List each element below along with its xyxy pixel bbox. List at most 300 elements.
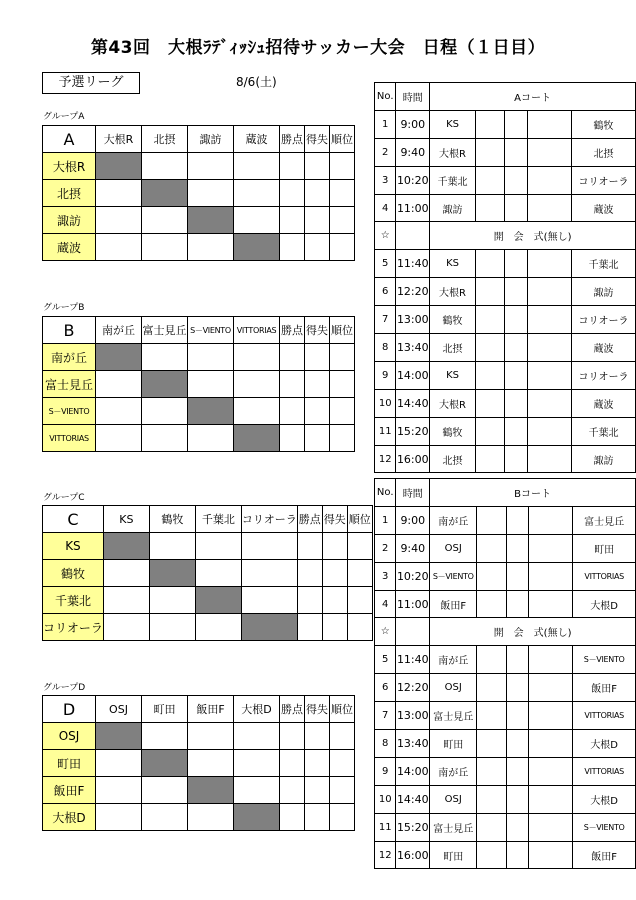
result-cell [96, 804, 142, 831]
diagonal-cell [142, 371, 188, 398]
score-cell [477, 702, 506, 730]
away-team: 大根D [573, 730, 636, 758]
result-cell [103, 587, 149, 614]
no-header: No. [375, 83, 396, 111]
result-cell [241, 560, 297, 587]
away-team: 大根D [573, 590, 636, 618]
match-number: 1 [375, 506, 396, 534]
result-cell [142, 234, 188, 261]
result-cell [188, 425, 234, 452]
stat-cell [280, 234, 305, 261]
match-number: 7 [375, 702, 396, 730]
away-team: 鶴牧 [572, 110, 636, 138]
match-number: 8 [375, 730, 396, 758]
table-header-row [375, 83, 636, 111]
match-time: 12:20 [396, 674, 430, 702]
stat-cell [305, 804, 330, 831]
home-team: OSJ [430, 534, 477, 562]
no-header: No. [375, 479, 396, 507]
column-team-header: 鶴牧 [149, 506, 195, 533]
away-team: 千葉北 [572, 250, 636, 278]
table-row [43, 344, 355, 371]
time-cell [396, 618, 430, 646]
away-team: VITTORIAS [573, 702, 636, 730]
time-header: 時間 [396, 479, 430, 507]
away-team: VITTORIAS [573, 562, 636, 590]
result-cell [149, 533, 195, 560]
result-cell [188, 371, 234, 398]
table-row [375, 278, 636, 306]
table-header-row [43, 696, 355, 723]
stat-cell [305, 750, 330, 777]
column-team-header: S－VIENTO [188, 317, 234, 344]
stat-cell [330, 207, 355, 234]
result-cell [96, 180, 142, 207]
table-row [43, 587, 373, 614]
result-cell [96, 398, 142, 425]
table-row [43, 180, 355, 207]
home-team: 飯田F [430, 590, 477, 618]
table-row [375, 757, 636, 785]
match-number: 12 [375, 445, 396, 473]
home-team: OSJ [430, 674, 477, 702]
score-cell [475, 110, 504, 138]
stat-cell [297, 560, 322, 587]
table-row [43, 234, 355, 261]
home-team: KS [430, 110, 476, 138]
score-cell [477, 646, 506, 674]
score-cell [527, 138, 571, 166]
match-time: 13:40 [396, 334, 430, 362]
diagonal-cell [241, 614, 297, 641]
stat-header: 順位 [330, 126, 355, 153]
time-cell [396, 222, 430, 250]
match-number: 6 [375, 278, 396, 306]
match-number: 2 [375, 534, 396, 562]
result-cell [195, 614, 241, 641]
stat-cell [305, 153, 330, 180]
home-team: 町田 [430, 841, 477, 869]
table-row [375, 222, 636, 250]
table-row [43, 723, 355, 750]
score-cell [506, 506, 529, 534]
group-letter: A [43, 126, 96, 153]
stat-header: 順位 [347, 506, 372, 533]
score-cell [529, 646, 573, 674]
result-cell [188, 750, 234, 777]
score-cell [506, 730, 529, 758]
stat-header: 勝点 [280, 126, 305, 153]
stat-cell [322, 614, 347, 641]
score-cell [529, 813, 573, 841]
table-row [375, 674, 636, 702]
score-cell [527, 361, 571, 389]
score-cell [506, 813, 529, 841]
column-team-header: 大根D [234, 696, 280, 723]
column-team-header: 北摂 [142, 126, 188, 153]
stat-cell [280, 153, 305, 180]
home-team: 町田 [430, 730, 477, 758]
score-cell [506, 702, 529, 730]
result-cell [234, 153, 280, 180]
column-team-header: OSJ [96, 696, 142, 723]
table-row [375, 250, 636, 278]
table-row [43, 777, 355, 804]
match-time: 15:20 [396, 813, 430, 841]
away-team: 蔵波 [572, 194, 636, 222]
result-cell [96, 234, 142, 261]
score-cell [477, 841, 506, 869]
section-label: 予選リーグ [42, 72, 140, 94]
diagonal-cell [188, 777, 234, 804]
table-row [375, 361, 636, 389]
stat-cell [347, 587, 372, 614]
away-team: 飯田F [573, 841, 636, 869]
score-cell [527, 250, 571, 278]
court-header: Bコート [430, 479, 636, 507]
result-cell [188, 723, 234, 750]
result-cell [234, 344, 280, 371]
result-cell [195, 533, 241, 560]
diagonal-cell [149, 560, 195, 587]
diagonal-cell [195, 587, 241, 614]
score-cell [529, 757, 573, 785]
group-standings-table [42, 125, 355, 261]
result-cell [234, 371, 280, 398]
away-team: コリオーラ [572, 166, 636, 194]
table-row [375, 730, 636, 758]
match-number: 4 [375, 590, 396, 618]
stat-cell [305, 398, 330, 425]
result-cell [234, 777, 280, 804]
row-team-name: 大根D [43, 804, 96, 831]
score-cell [505, 361, 528, 389]
result-cell [96, 425, 142, 452]
score-cell [475, 138, 504, 166]
score-cell [527, 445, 571, 473]
stat-cell [330, 398, 355, 425]
score-cell [506, 674, 529, 702]
result-cell [241, 533, 297, 560]
match-time: 16:00 [396, 841, 430, 869]
stat-header: 得失 [305, 317, 330, 344]
score-cell [506, 590, 529, 618]
away-team: 北摂 [572, 138, 636, 166]
stat-cell [280, 750, 305, 777]
table-row [375, 389, 636, 417]
row-team-name: 蔵波 [43, 234, 96, 261]
score-cell [505, 334, 528, 362]
column-team-header: 飯田F [188, 696, 234, 723]
row-team-name: 大根R [43, 153, 96, 180]
match-number: 12 [375, 841, 396, 869]
result-cell [142, 207, 188, 234]
score-cell [475, 278, 504, 306]
table-header-row [43, 506, 373, 533]
match-time: 13:00 [396, 702, 430, 730]
score-cell [505, 389, 528, 417]
column-team-header: 千葉北 [195, 506, 241, 533]
match-time: 14:40 [396, 389, 430, 417]
diagonal-cell [188, 207, 234, 234]
away-team: 諏訪 [572, 278, 636, 306]
score-cell [477, 562, 506, 590]
score-cell [475, 417, 504, 445]
result-cell [234, 207, 280, 234]
table-row [43, 153, 355, 180]
table-row [43, 804, 355, 831]
match-time: 9:00 [396, 506, 430, 534]
score-cell [529, 730, 573, 758]
ceremony-note: 開 会 式(無し) [430, 222, 636, 250]
table-row [375, 813, 636, 841]
diagonal-cell [234, 804, 280, 831]
diagonal-cell [234, 425, 280, 452]
home-team: 鶴牧 [430, 306, 476, 334]
stat-cell [330, 344, 355, 371]
score-cell [505, 250, 528, 278]
match-time: 14:00 [396, 757, 430, 785]
court-schedule-table [374, 82, 636, 473]
score-cell [527, 334, 571, 362]
result-cell [103, 614, 149, 641]
result-cell [241, 587, 297, 614]
group-standings-table [42, 695, 355, 831]
stat-cell [330, 750, 355, 777]
row-team-name: 諏訪 [43, 207, 96, 234]
stat-cell [280, 777, 305, 804]
stat-cell [305, 723, 330, 750]
group-label: グループD [43, 683, 86, 693]
group-letter: D [43, 696, 96, 723]
match-time: 16:00 [396, 445, 430, 473]
match-time: 14:00 [396, 361, 430, 389]
group-letter: B [43, 317, 96, 344]
stat-cell [330, 180, 355, 207]
score-cell [475, 334, 504, 362]
match-number: 11 [375, 813, 396, 841]
row-team-name: 町田 [43, 750, 96, 777]
score-cell [477, 674, 506, 702]
result-cell [234, 750, 280, 777]
match-number: ☆ [375, 618, 396, 646]
table-row [375, 138, 636, 166]
score-cell [505, 417, 528, 445]
home-team: 諏訪 [430, 194, 476, 222]
match-number: 9 [375, 757, 396, 785]
stat-cell [322, 587, 347, 614]
stat-cell [305, 371, 330, 398]
away-team: 大根D [573, 785, 636, 813]
result-cell [142, 344, 188, 371]
score-cell [529, 702, 573, 730]
score-cell [475, 389, 504, 417]
score-cell [477, 534, 506, 562]
score-cell [529, 534, 573, 562]
stat-cell [330, 234, 355, 261]
score-cell [527, 389, 571, 417]
match-time: 10:20 [396, 166, 430, 194]
group-letter: C [43, 506, 104, 533]
home-team: 大根R [430, 278, 476, 306]
score-cell [505, 138, 528, 166]
stat-cell [347, 533, 372, 560]
match-time: 9:40 [396, 534, 430, 562]
row-team-name: S－VIENTO [43, 398, 96, 425]
stat-cell [330, 723, 355, 750]
group-label: グループB [43, 303, 85, 313]
score-cell [527, 166, 571, 194]
result-cell [188, 804, 234, 831]
stat-cell [280, 180, 305, 207]
table-row [43, 425, 355, 452]
match-time: 13:40 [396, 730, 430, 758]
result-cell [234, 398, 280, 425]
table-row [43, 614, 373, 641]
stat-cell [305, 425, 330, 452]
result-cell [188, 153, 234, 180]
stat-cell [280, 425, 305, 452]
match-number: 10 [375, 785, 396, 813]
group-label: グループA [43, 112, 85, 122]
score-cell [529, 590, 573, 618]
stat-header: 得失 [305, 126, 330, 153]
stat-header: 得失 [322, 506, 347, 533]
match-number: 10 [375, 389, 396, 417]
stat-cell [330, 425, 355, 452]
stat-header: 勝点 [297, 506, 322, 533]
diagonal-cell [103, 533, 149, 560]
diagonal-cell [96, 153, 142, 180]
result-cell [142, 804, 188, 831]
diagonal-cell [142, 750, 188, 777]
stat-cell [297, 614, 322, 641]
match-time: 10:20 [396, 562, 430, 590]
home-team: 鶴牧 [430, 417, 476, 445]
ceremony-note: 開 会 式(無し) [430, 618, 636, 646]
score-cell [505, 110, 528, 138]
table-row [375, 702, 636, 730]
column-team-header: 諏訪 [188, 126, 234, 153]
score-cell [475, 250, 504, 278]
match-time: 11:00 [396, 194, 430, 222]
result-cell [142, 398, 188, 425]
court-schedule-table [374, 478, 636, 869]
stat-cell [330, 804, 355, 831]
table-row [43, 560, 373, 587]
row-team-name: 千葉北 [43, 587, 104, 614]
score-cell [505, 278, 528, 306]
away-team: 富士見丘 [573, 506, 636, 534]
stat-cell [297, 587, 322, 614]
score-cell [475, 361, 504, 389]
match-date: 8/6(土) [236, 75, 277, 89]
match-number: 3 [375, 562, 396, 590]
stat-cell [347, 560, 372, 587]
score-cell [477, 590, 506, 618]
stat-header: 得失 [305, 696, 330, 723]
result-cell [96, 777, 142, 804]
home-team: 大根R [430, 389, 476, 417]
table-row [375, 841, 636, 869]
stat-cell [305, 207, 330, 234]
result-cell [103, 560, 149, 587]
match-number: 5 [375, 250, 396, 278]
stat-cell [330, 371, 355, 398]
stat-cell [305, 344, 330, 371]
page-title: 第43回 大根ﾗﾃﾞｨｯｼｭ招待サッカー大会 日程（１日目） [90, 38, 546, 58]
score-cell [529, 562, 573, 590]
away-team: 町田 [573, 534, 636, 562]
home-team: S－VIENTO [430, 562, 477, 590]
match-time: 9:00 [396, 110, 430, 138]
away-team: 蔵波 [572, 389, 636, 417]
diagonal-cell [188, 398, 234, 425]
away-team: コリオーラ [572, 361, 636, 389]
score-cell [477, 785, 506, 813]
score-cell [505, 306, 528, 334]
column-team-header: 蔵波 [234, 126, 280, 153]
home-team: 大根R [430, 138, 476, 166]
table-row [375, 590, 636, 618]
table-row [43, 371, 355, 398]
row-team-name: 富士見丘 [43, 371, 96, 398]
time-header: 時間 [396, 83, 430, 111]
row-team-name: 飯田F [43, 777, 96, 804]
stat-header: 順位 [330, 696, 355, 723]
score-cell [477, 730, 506, 758]
away-team: VITTORIAS [573, 757, 636, 785]
home-team: KS [430, 361, 476, 389]
match-number: 8 [375, 334, 396, 362]
stat-header: 勝点 [280, 696, 305, 723]
result-cell [188, 234, 234, 261]
table-row [43, 750, 355, 777]
match-number: 5 [375, 646, 396, 674]
match-time: 15:20 [396, 417, 430, 445]
row-team-name: コリオーラ [43, 614, 104, 641]
score-cell [475, 306, 504, 334]
match-number: 6 [375, 674, 396, 702]
home-team: OSJ [430, 785, 477, 813]
table-header-row [43, 126, 355, 153]
court-header: Aコート [430, 83, 636, 111]
stat-cell [280, 723, 305, 750]
match-time: 11:40 [396, 646, 430, 674]
table-row [375, 194, 636, 222]
home-team: 富士見丘 [430, 813, 477, 841]
table-row [375, 534, 636, 562]
column-team-header: 南が丘 [96, 317, 142, 344]
result-cell [234, 180, 280, 207]
group-standings-table [42, 505, 373, 641]
table-row [375, 417, 636, 445]
diagonal-cell [96, 723, 142, 750]
column-team-header: KS [103, 506, 149, 533]
stat-cell [280, 804, 305, 831]
result-cell [188, 344, 234, 371]
score-cell [506, 841, 529, 869]
score-cell [527, 194, 571, 222]
table-row [375, 445, 636, 473]
diagonal-cell [96, 344, 142, 371]
score-cell [505, 445, 528, 473]
home-team: 北摂 [430, 334, 476, 362]
match-time: 12:20 [396, 278, 430, 306]
stat-header: 勝点 [280, 317, 305, 344]
stat-cell [330, 153, 355, 180]
result-cell [96, 371, 142, 398]
